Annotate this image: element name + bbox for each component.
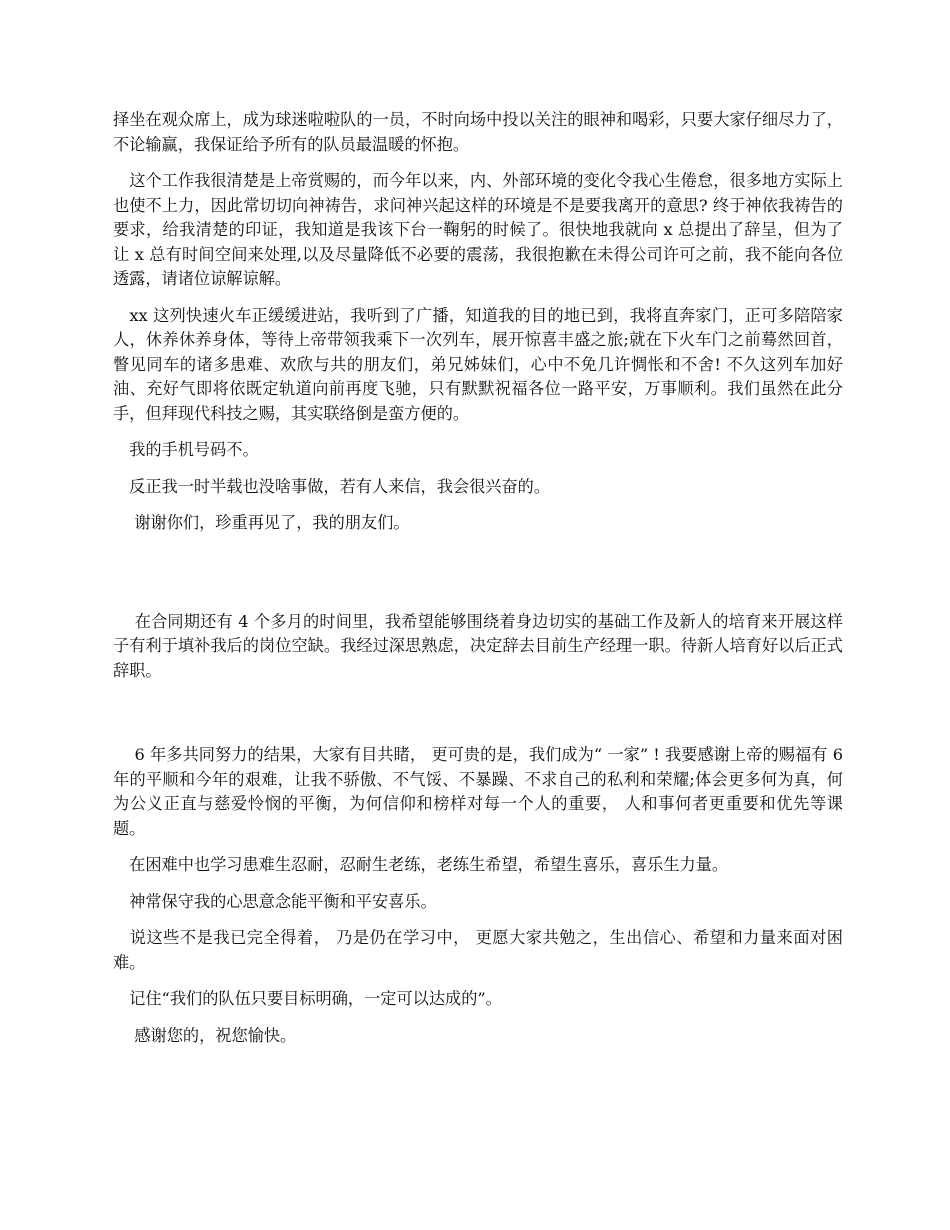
paragraph-1: 择坐在观众席上，成为球迷啦啦队的一员，不时向场中投以关注的眼神和喝彩，只要大家仔细尽力了，不论输赢，我保证给予所有的队员最温暖的怀抱。 — [113, 110, 843, 154]
paragraph-6: 谢谢你们，珍重再见了，我的朋友们。 — [113, 513, 410, 532]
document-page — [113, 108, 843, 1048]
paragraph-2: 这个工作我很清楚是上帝赏赐的，而今年以来，内、外部环境的变化令我心生倦怠，很多地方实际上也使不上力，因此常切切向神祷告，求问神兴起这样的环境是不是要我离开的意思? 终于神依我祷告的要求，给我清楚的印证，我知道是我该下台一鞠躬的时候了。很快地我就向 x 总提出了辞呈，但为了让 x 总有时间空间来处理,以及尽量降低不必要的震荡，我很抱歉在未得公司许可之前，我不能向各位透露，请诸位谅解谅解。 — [113, 171, 843, 288]
paragraph-10: 神常保守我的心思意念能平衡和平安喜乐。 — [113, 891, 437, 911]
paragraph-7: 在合同期还有 4 个多月的时间里，我希望能够围绕着身边切实的基础工作及新人的培育来开展这样子有利于填补我后的岗位空缺。我经过深思熟虑，决定辞去目前生产经理一职。待新人培育好以后正式辞职。 — [113, 611, 843, 680]
paragraph-13: 感谢您的，祝您愉快。 — [113, 1025, 297, 1045]
paragraph-5: 反正我一时半载也没啥事做，若有人来信，我会很兴奋的。 — [113, 476, 551, 496]
paragraph-9: 在困难中也学习患难生忍耐，忍耐生老练，老练生希望，希望生喜乐，喜乐生力量。 — [113, 855, 729, 874]
paragraph-8: 6 年多共同努力的结果，大家有目共睹， 更可贵的是，我们成为“ 一家” ! 我要感谢上帝的赐福有 6 年的平顺和今年的艰难，让我不骄傲、不气馁、不暴躁、不求自己的私利和荣耀;体会更多何为真，何为公义正直与慈爱怜悯的平衡，为何信仰和榜样对每一个人的重要， 人和事何者更重要和优先等课题。 — [113, 745, 843, 838]
paragraph-4: 我的手机号码不。 — [113, 440, 259, 459]
paragraph-12: 记住“我们的队伍只要目标明确，一定可以达成的”。 — [113, 989, 502, 1008]
paragraph-3: xx 这列快速火车正缓缓进站，我听到了广播，知道我的目的地已到，我将直奔家门，正可多陪陪家人，休养休养身体，等待上帝带领我乘下一次列车，展开惊喜丰盛之旅;就在下火车门之前蓦然回首，瞥见同车的诸多患难、欢欣与共的朋友们，弟兄姊妹们，心中不免几许惆怅和不舍! 不久这列车加好油、充好气即将依既定轨道向前再度飞驰，只有默默祝福各位一路平安，万事顺利。我们虽然在此分手，但拜现代科技之赐，其实联络倒是蛮方便的。 — [113, 305, 843, 423]
paragraph-11: 说这些不是我已完全得着， 乃是仍在学习中， 更愿大家共勉之，生出信心、希望和力量来面对困难。 — [113, 928, 843, 972]
